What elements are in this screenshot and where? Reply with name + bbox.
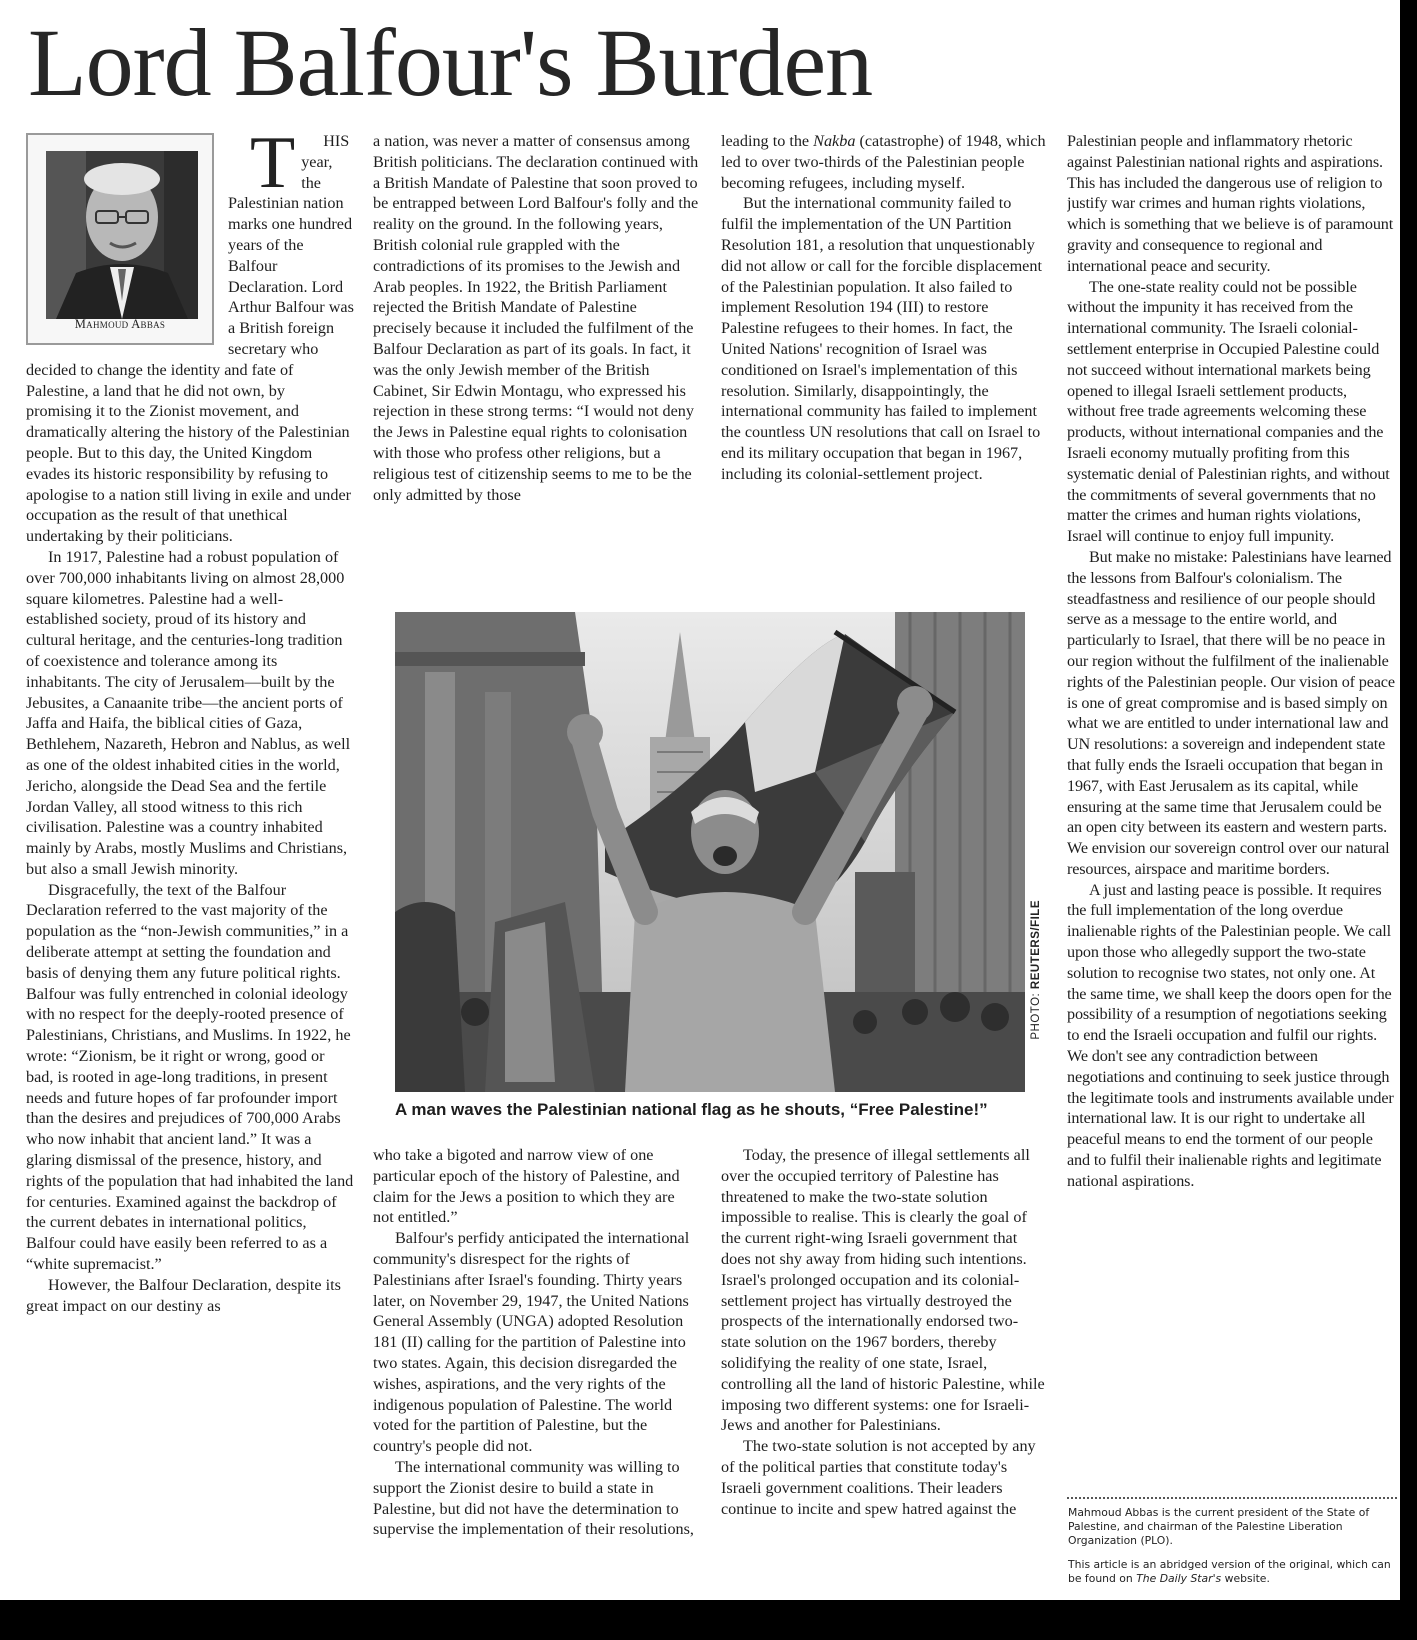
body-paragraph: The two-state solution is not accepted by any of the political parties that constitute today's Israeli government coalitions. Their leaders continue to incite and spew hatred against the (721, 1437, 1036, 1518)
body-paragraph: But the international community failed to fulfil the implementation of the UN Partition Resolution 181, a resolution that unquestionably did not allow or call for the forcible displacement of the Palestinian population. It also failed to implement Resolution 194 (III) to restore Palestine refugees to their homes. In fact, the United Nations' recognition of Israel was conditioned on Israel's implementation of this resolution. Similarly, disappointingly, the international community has failed to implement the countless UN resolutions that call on Israel to end its military occupation that began in 1967, including its colonial-settlement project. (721, 194, 1042, 483)
text-run: leading to the (721, 132, 814, 150)
body-paragraph: Balfour's perfidy anticipated the international community's disrespect for the rights of Palestinians after Israel's founding. Thirty years later, on November 29, 1947, the United Nations General Assembly (UNGA) adopted Resolution 181 (II) calling for the partition of Palestine into two states. Again, this decision disregarded the wishes, aspirations, and the very rights of the indigenous population of Palestine. The world voted for the partition of Palestine, but the country's people did not. (373, 1229, 690, 1456)
column-2-bottom (373, 1145, 699, 1600)
bio-divider (1067, 1497, 1397, 1499)
author-box (26, 133, 214, 345)
column-2-top (373, 131, 699, 591)
photo-credit-source: REUTERS/FILE (1030, 900, 1042, 990)
column-3-top (721, 131, 1047, 591)
text-run: This article is an abridged version of the original, which can be found on (1068, 1558, 1391, 1585)
dropcap: T (250, 131, 296, 204)
protest-photo (395, 612, 1025, 1092)
column-1 (26, 131, 354, 1600)
column-3-bottom (721, 1145, 1047, 1600)
publication-name: The Daily Star's (1136, 1572, 1222, 1585)
photo-credit (1030, 900, 1042, 1040)
bio-line: Mahmoud Abbas is the current president of the State of Palestine, and chairman of the Palestine Liberation Organization (PLO). (1068, 1506, 1370, 1547)
author-name: Mahmoud Abbas (74, 317, 166, 332)
headline: Lord Balfour's Burden (28, 9, 873, 116)
body-paragraph: The one-state reality could not be possible without the impunity it has received from the international community. The Israeli colonial-settlement enterprise in Occupied Palestine could not succeed without international markets being opened to illegal Israeli settlement products, without free trade agreements welcoming these products, without international companies and the Israeli economy mutually profiting from this systematic denial of Palestinian rights, and without the commitments of several governments that no matter the crimes and human rights violations, Israel will continue to enjoy full impunity. (1067, 277, 1390, 546)
column-4 (1067, 131, 1397, 1491)
lead-text: HIS year, the Palestinian nation marks one hundred years of the Balfour Declaration. Lord Arthur Balfour was a British foreign secretary who decided to change the identity and fate of Palestine, a land that he did not own, by promising it to the Zionist movement, and dramatically altering the history of the Palestinian people. But to this day, the United Kingdom evades its historic responsibility by refusing to apologise to a nation still living in exile and under occupation as the result of that unethical undertaking by their politicians. (26, 132, 354, 546)
body-paragraph: Today, the presence of illegal settlements all over the occupied territory of Palestine has threatened to make the two-state solution impossible to realise. This is clearly the goal of the current right-wing Israeli government that does not shy away from hiding such intentions. Israel's prolonged occupation and its colonial-settlement project has virtually destroyed the prospects of the internationally endorsed two-state solution on the 1967 borders, thereby solidifying the reality of one state, Israel, controlling all the land of historic Palestine, while imposing two different systems: one for Israeli-Jews and another for Palestinians. (721, 1146, 1045, 1435)
body-paragraph: The international community was willing to support the Zionist desire to build a state in Palestine, but did not have the determination to supervise the implementation of their resolutions, (373, 1457, 694, 1539)
body-paragraph (721, 131, 1047, 193)
body-paragraph: A just and lasting peace is possible. It requires the full implementation of the long overdue inalienable rights of the Palestinian people. We call upon those who allegedly support the two-state solution to recognise two states, not only one. At the same time, we shall keep the doors open for the possibility of a resumption of negotiations seeking to end the Israeli occupation and fulfil our rights. We don't see any contradiction between negotiations and continuing to seek justice through the legitimate tools and instruments available under international law. It is our right to undertake all peaceful means to end the torment of our people and to fulfil their inalienable rights and legitimate national aspirations. (1067, 880, 1394, 1190)
text-run: website. (1221, 1572, 1270, 1585)
text-run: (catastrophe) of 1948, which led to over two-thirds of the Palestinian people becoming refugees, including myself. (721, 132, 1046, 192)
body-paragraph: a nation, was never a matter of consensus among British politicians. The declaration continued with a British Mandate of Palestine that soon proved to be entrapped between Lord Balfour's folly and the reality on the ground. In the following years, British colonial rule grappled with the contradictions of its promises to the Jewish and Arab peoples. In 1922, the British Parliament rejected the British Mandate of Palestine precisely because it included the fulfilment of the Balfour Declaration as part of its goals. In fact, it was the only Jewish member of the British Cabinet, Sir Edwin Montagu, who expressed his rejection in these strong terms: “I would not deny the Jews in Palestine equal rights to colonisation with those who profess other religions, but a religious test of citizenship seems to me to be the only admitted by those (373, 132, 699, 504)
bio-source-line (1068, 1558, 1398, 1586)
italic-term: Nakba (813, 132, 856, 150)
photo-credit-prefix: PHOTO: (1030, 989, 1042, 1040)
author-bio (1068, 1506, 1398, 1596)
author-photo (46, 151, 198, 319)
body-paragraph: Disgracefully, the text of the Balfour Declaration referred to the vast majority of the population as the “non-Jewish communities,” in a deliberate attempt at setting the foundation and basis of denying them any future political rights. Balfour was fully entrenched in colonial ideology with no respect for the deeply-rooted presence of Palestinians, Christians, and Muslims. In 1922, he wrote: “Zionism, be it right or wrong, good or bad, is rooted in age-long traditions, in present needs and future hopes of far profounder import than the desires and prejudices of 700,000 Arabs who now inhabit that ancient land.” It was a glaring dismissal of the presence, history, and rights of the population that had inhabited the land for centuries. Examined against the backdrop of the current debates in international politics, Balfour could have easily been referred to as a “white supremacist.” (26, 880, 354, 1274)
body-paragraph: who take a bigoted and narrow view of one particular epoch of the history of Palestine, and claim for the Jews a position to which they are not entitled.” (373, 1146, 680, 1227)
body-paragraph: Palestinian people and inflammatory rhetoric against Palestinian national rights and aspirations. This has included the dangerous use of religion to justify war crimes and human rights violations, which is something that we believe is of paramount gravity and consequence to regional and international peace and security. (1067, 132, 1394, 275)
photo-caption: A man waves the Palestinian national flag as he shouts, “Free Palestine!” (395, 1100, 988, 1119)
body-paragraph: In 1917, Palestine had a robust population of over 700,000 inhabitants living on almost 28,000 square kilometres. Palestine had a well-established society, proud of its history and cultural heritage, and the centuries-long tradition of coexistence and tolerance among its inhabitants. The city of Jerusalem—built by the Jebusites, a Canaanite tribe—the ancient ports of Jaffa and Haifa, the biblical cities of Gaza, Bethlehem, Nazareth, Hebron and Nablus, as well as one of the oldest inhabited cities in the world, Jericho, alongside the Dead Sea and the fertile Jordan Valley, all stood witness to this rich civilisation. Palestine was a country inhabited mainly by Arabs, mostly Muslims and Christians, but also a small Jewish minority. (26, 547, 351, 878)
body-paragraph: However, the Balfour Declaration, despite its great impact on our destiny as (26, 1275, 341, 1315)
body-paragraph: But make no mistake: Palestinians have learned the lessons from Balfour's colonialism. The steadfastness and resilience of our people should serve as a message to the entire world, and particularly to Israel, that there will be no peace in our region without the fulfilment of the inalienable rights of the Palestinian people. Our vision of peace is one of great compromise and is based simply on what we are entitled to under international law and UN resolutions: a sovereign and independent state that fully ends the Israeli occupation that began in 1967, with East Jerusalem as its capital, while ensuring at the same time that Jerusalem could be an open city between its eastern and western parts. We envision our sovereign control over our natural resources, airspace and maritime borders. (1067, 547, 1395, 878)
